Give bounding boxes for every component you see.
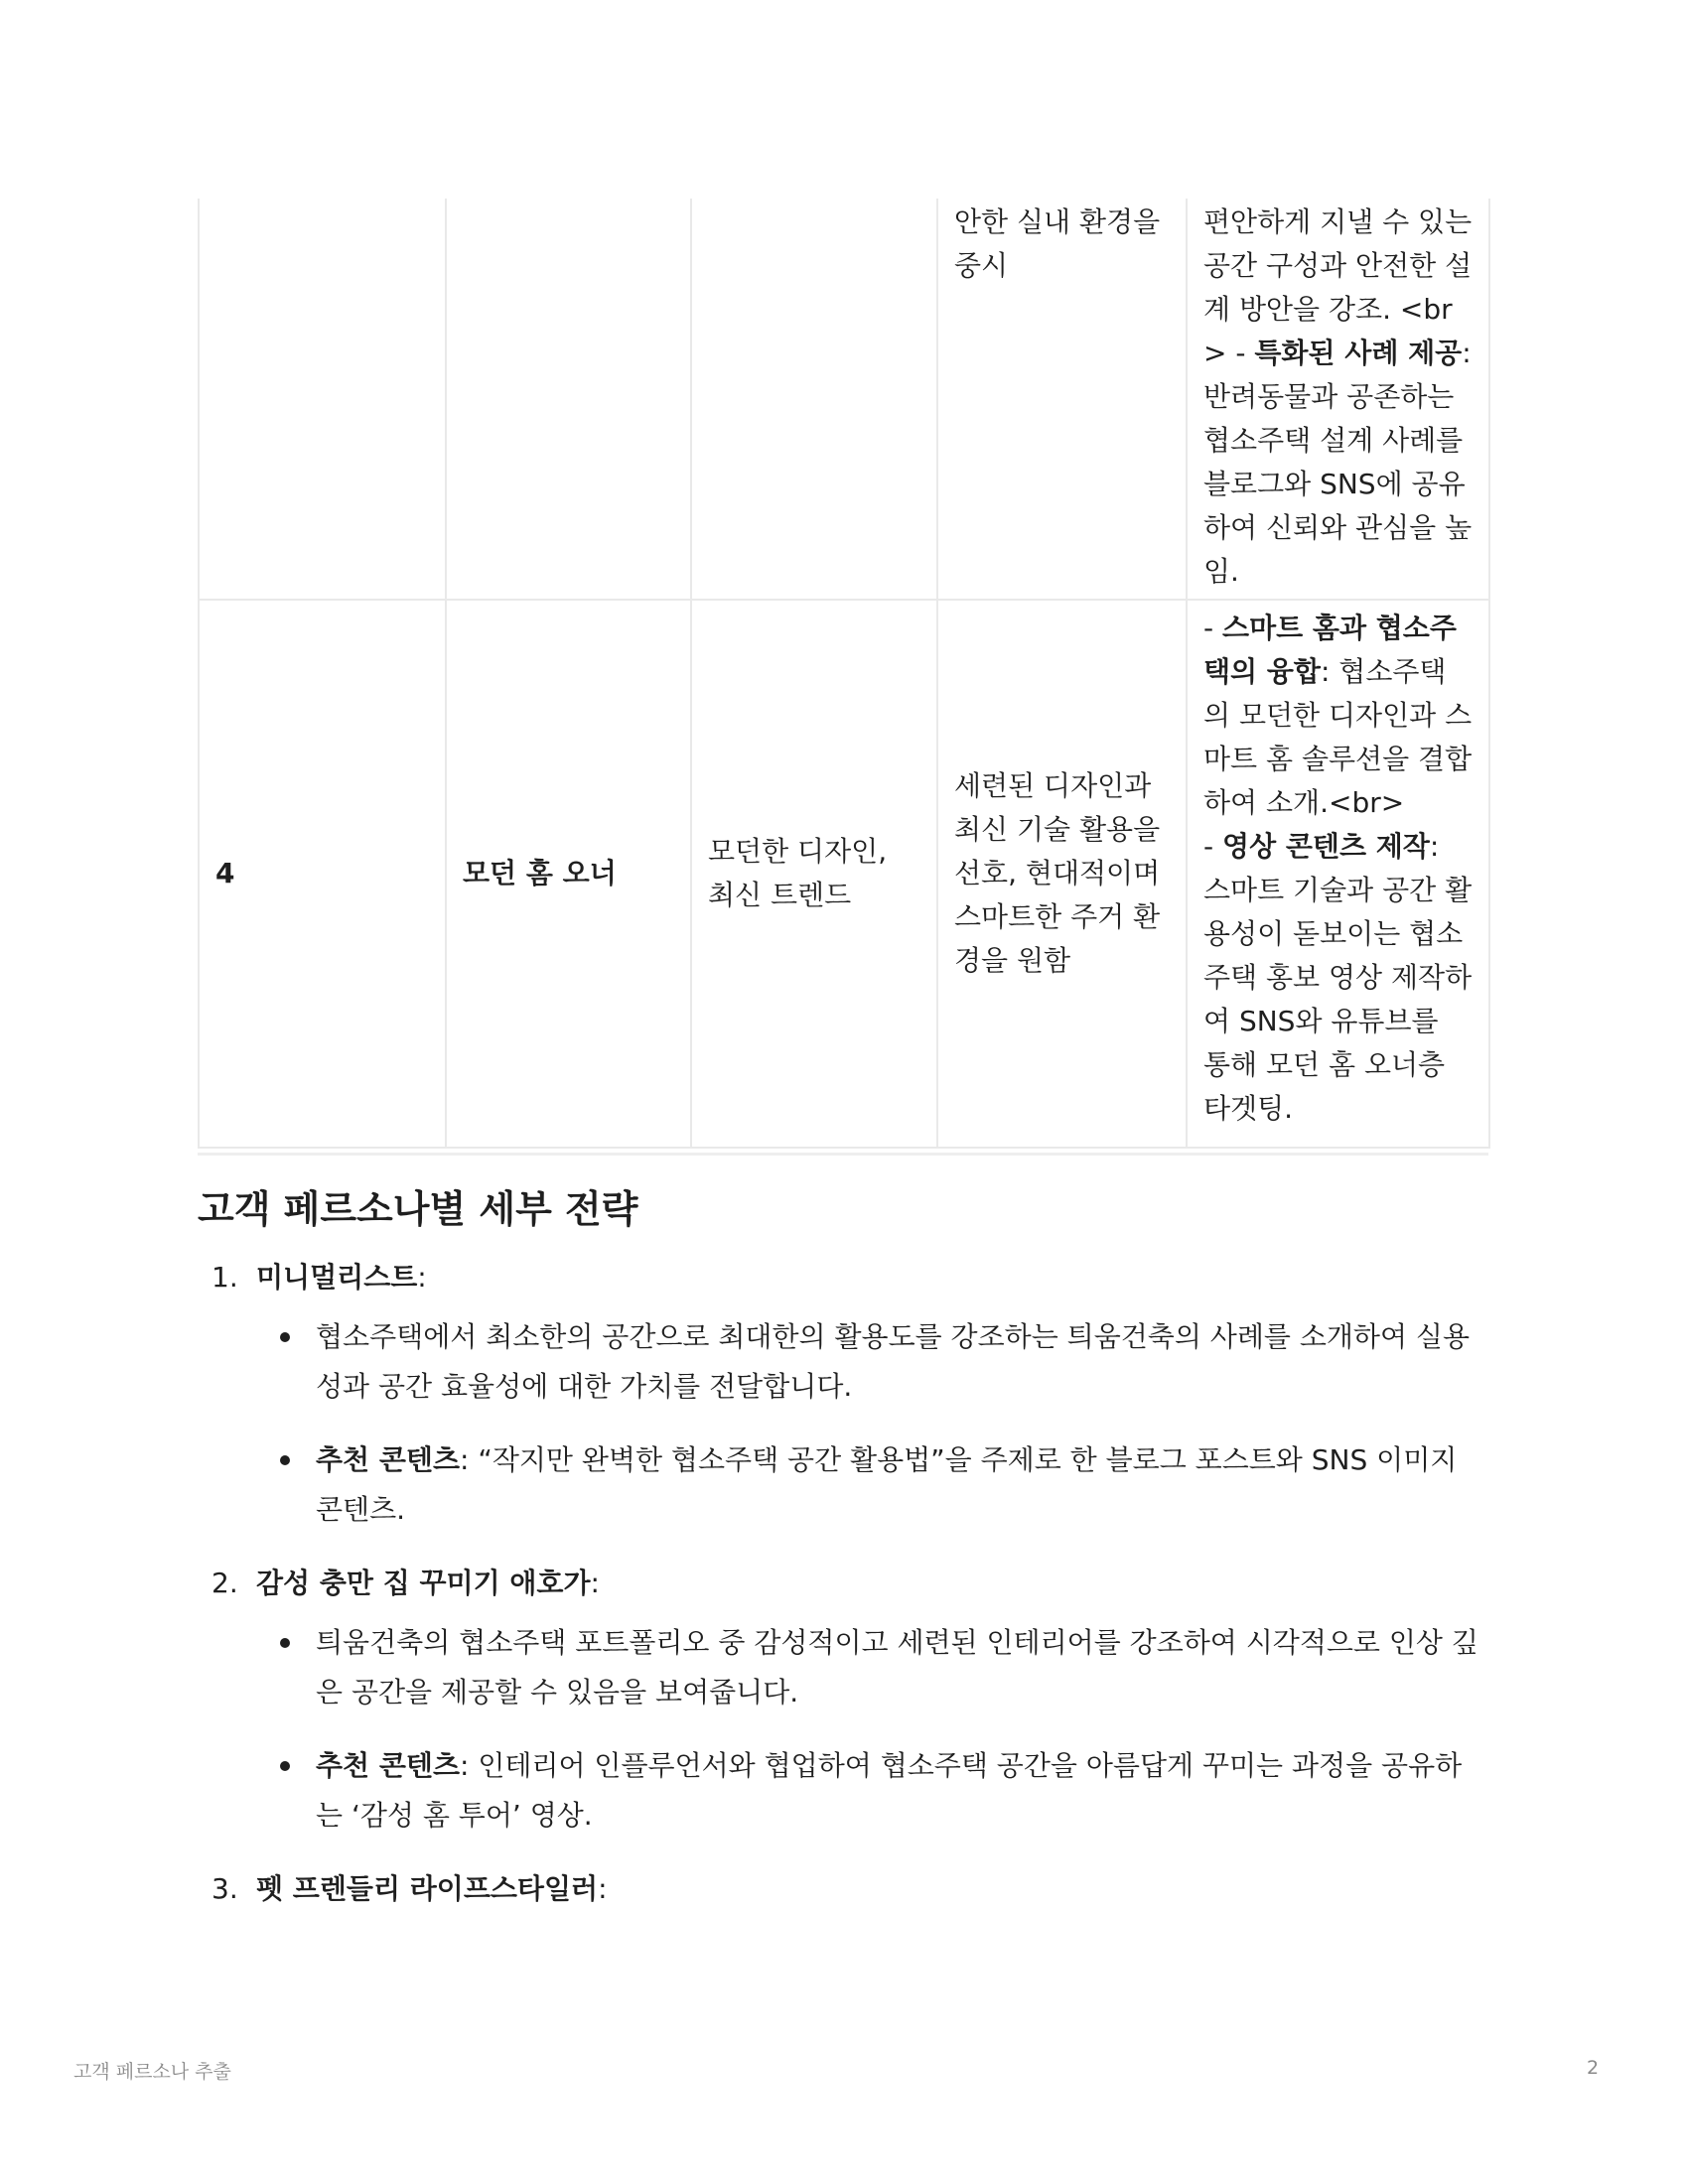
bullet-icon <box>280 1332 290 1342</box>
bullet-text: : “작지만 완벽한 협소주택 공간 활용법”을 주제로 한 블로그 포스트와 SNS 이미지 콘텐츠. <box>316 1443 1458 1526</box>
strategy-text: : 협소주택의 모던한 디자인과 스마트 홈 솔루션을 결합하여 소개.<br> <box>1203 655 1473 819</box>
table-row <box>199 600 1489 1148</box>
list-number: 2. <box>211 1567 238 1599</box>
persona-table <box>198 199 1490 1149</box>
list-heading-colon: : <box>598 1872 608 1905</box>
list-item <box>198 1559 1488 1841</box>
cell-number: 4 <box>199 600 446 1148</box>
strategy-bold: 특화된 사례 제공 <box>1254 337 1463 369</box>
bullet-icon <box>280 1455 290 1465</box>
list-heading-colon: : <box>590 1567 600 1599</box>
strategy-dash: - <box>1203 830 1223 863</box>
strategy-bold: 영상 콘텐츠 제작 <box>1222 830 1430 863</box>
list-heading: 감성 충만 집 꾸미기 애호가 <box>256 1567 591 1599</box>
divider <box>198 1153 1488 1156</box>
bullet-icon <box>280 1761 290 1771</box>
cell-number <box>199 199 446 600</box>
bullet-item <box>256 1741 1488 1841</box>
cell-needs: 안한 실내 환경을 중시 <box>937 199 1187 600</box>
cell-needs: 세련된 디자인과 최신 기술 활용을 선호, 현대적이며 스마트한 주거 환경을 원함 <box>937 600 1187 1148</box>
list-number: 3. <box>211 1872 238 1905</box>
strategy-dash: - <box>1203 612 1223 644</box>
cell-traits <box>691 199 937 600</box>
list-heading: 미니멀리스트 <box>256 1261 418 1294</box>
cell-strategy <box>1187 600 1489 1148</box>
bullet-label: 추천 콘텐츠 <box>316 1749 460 1782</box>
bullet-text: 협소주택에서 최소한의 공간으로 최대한의 활용도를 강조하는 틔움건축의 사례를 소개하여 실용성과 공간 효율성에 대한 가치를 전달합니다. <box>316 1320 1471 1403</box>
cell-persona <box>446 199 691 600</box>
cell-traits: 모던한 디자인, 최신 트렌드 <box>691 600 937 1148</box>
strategy-text: : 반려동물과 공존하는 협소주택 설계 사례를 블로그와 SNS에 공유하여 신뢰와 관심을 높임. <box>1203 337 1473 588</box>
bullet-label: 추천 콘텐츠 <box>316 1443 460 1476</box>
cell-strategy <box>1187 199 1489 600</box>
bullet-item <box>256 1312 1488 1412</box>
cell-persona: 모던 홈 오너 <box>446 600 691 1148</box>
bullet-text: : 인테리어 인플루언서와 협업하여 협소주택 공간을 아름답게 꾸미는 과정을 공유하는 ‘감성 홈 투어’ 영상. <box>316 1749 1463 1832</box>
bullet-text: 틔움건축의 협소주택 포트폴리오 중 감성적이고 세련된 인테리어를 강조하여 시각적으로 인상 깊은 공간을 제공할 수 있음을 보여줍니다. <box>316 1626 1478 1708</box>
strategy-text: : 스마트 기술과 공간 활용성이 돋보이는 협소주택 홍보 영상 제작하여 SNS와 유튜브를 통해 모던 홈 오너층 타겟팅. <box>1203 830 1473 1125</box>
footer-page-number: 2 <box>1587 2057 1600 2079</box>
strategy-bold: 스마트 홈과 협소주택의 융합 <box>1203 612 1457 688</box>
bullet-list <box>256 1312 1488 1535</box>
persona-strategy-list <box>198 1253 1488 1914</box>
bullet-item <box>256 1435 1488 1535</box>
list-item <box>198 1253 1488 1535</box>
list-item <box>198 1864 1488 1914</box>
list-heading-colon: : <box>417 1261 427 1294</box>
bullet-item <box>256 1618 1488 1717</box>
list-number: 1. <box>211 1261 238 1294</box>
bullet-list <box>256 1618 1488 1841</box>
list-heading: 펫 프렌들리 라이프스타일러 <box>256 1872 599 1905</box>
table-row-continued <box>199 199 1489 600</box>
section-title: 고객 페르소나별 세부 전략 <box>198 1187 638 1231</box>
bullet-icon <box>280 1638 290 1648</box>
strategy-text: 편안하게 지낼 수 있는 공간 구성과 안전한 설계 방안을 강조. <br> - <box>1203 205 1473 369</box>
footer-document-title: 고객 페르소나 추출 <box>73 2061 231 2083</box>
